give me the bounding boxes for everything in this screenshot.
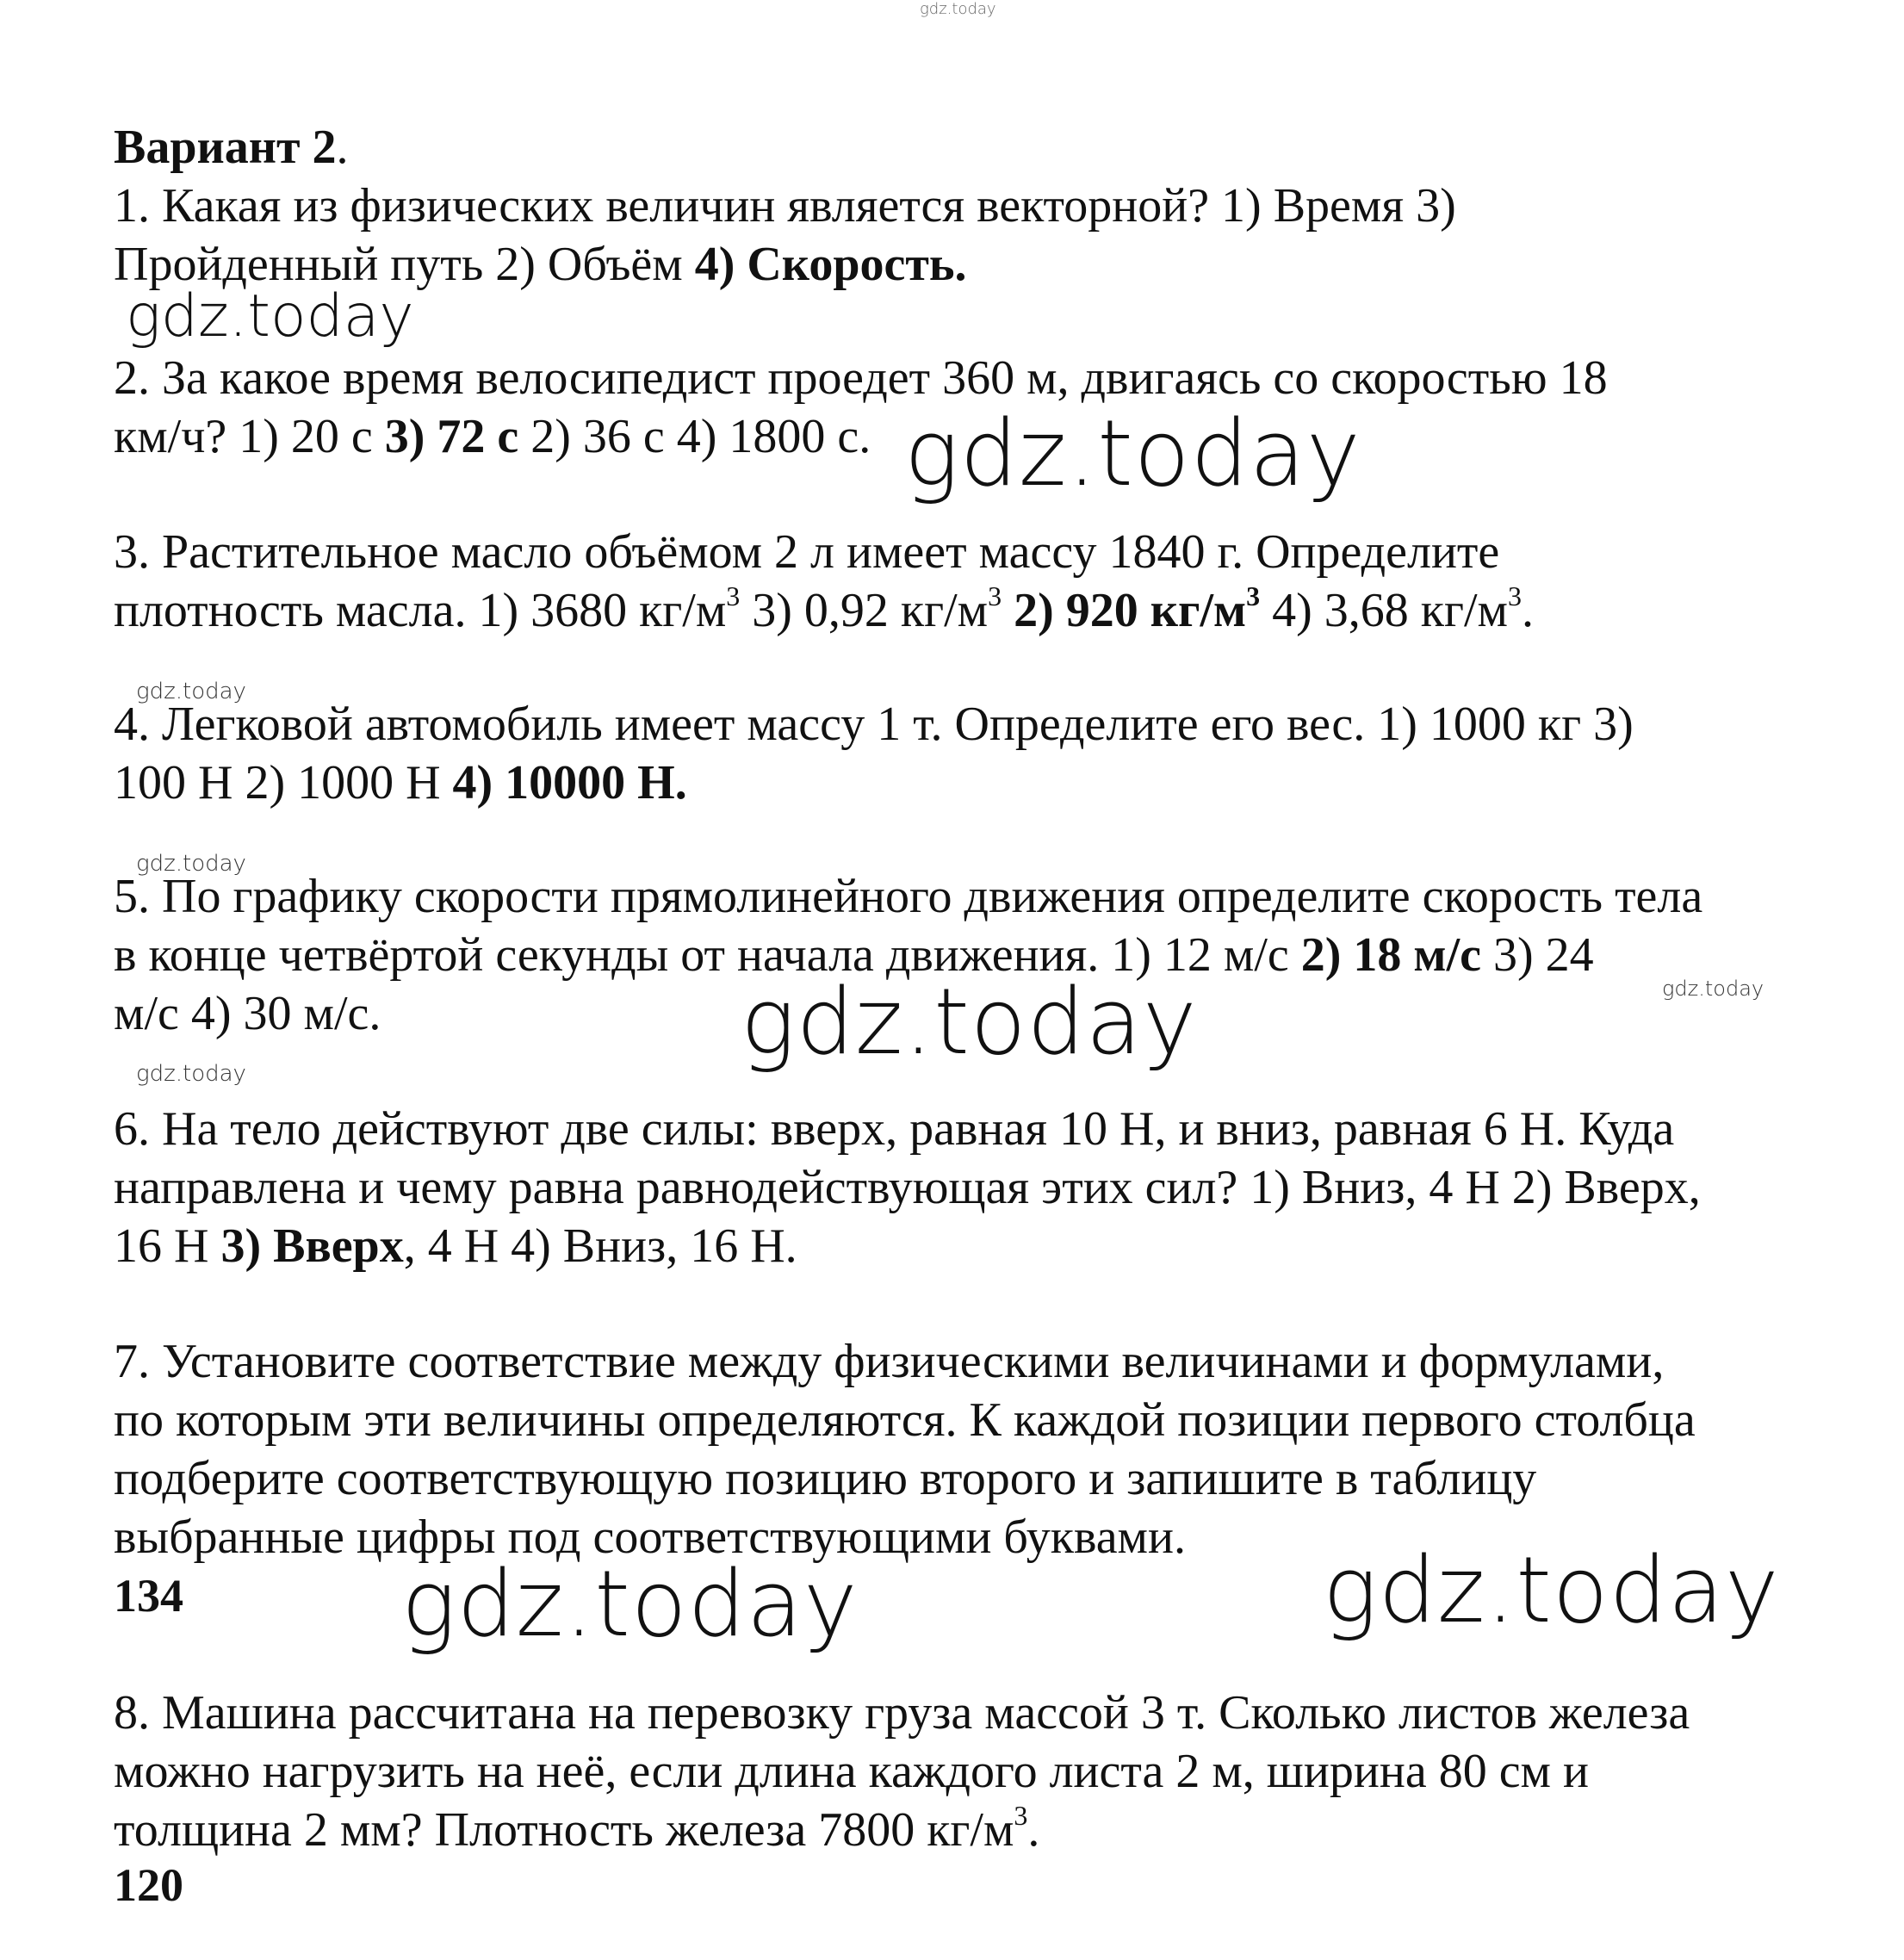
watermark-9: gdz.today xyxy=(1323,1537,1780,1643)
question-3-text-b: 3) 0,92 кг/м xyxy=(740,584,989,637)
question-6-answer: 3) Вверх xyxy=(220,1219,404,1273)
watermark-1: gdz.today xyxy=(126,282,414,350)
question-8-text: толщина 2 мм? Плотность железа 7800 кг/м xyxy=(114,1803,1014,1857)
question-6-line-3 xyxy=(114,1218,797,1275)
question-2-line-1: 2. За какое время велосипедист проедет 360 м, двигаясь со скоростью 18 xyxy=(114,351,1608,405)
superscript: 3 xyxy=(1014,1800,1028,1831)
question-3-end: . xyxy=(1521,584,1534,637)
question-8-line-3 xyxy=(114,1802,1039,1858)
watermark-8: gdz.today xyxy=(401,1551,859,1657)
question-4-line-1: 4. Легковой автомобиль имеет массу 1 т. Определите его вес. 1) 1000 кг 3) xyxy=(114,698,1634,751)
watermark-4: gdz.today xyxy=(136,851,246,877)
watermark-3: gdz.today xyxy=(136,679,246,704)
question-5-line-1: 5. По графику скорости прямолинейного движения определите скорость тела xyxy=(114,870,1703,923)
watermark-2: gdz.today xyxy=(904,400,1361,506)
question-2-line-2 xyxy=(114,408,871,465)
question-7-line-1: 7. Установите соответствие между физическими величинами и формулами, xyxy=(114,1335,1665,1388)
watermark-top: gdz.today xyxy=(920,0,996,18)
variant-title-dot: . xyxy=(336,121,349,174)
superscript: 3 xyxy=(1246,580,1261,611)
question-6-line-2: направлена и чему равна равнодействующая этих сил? 1) Вниз, 4 Н 2) Вверх, xyxy=(114,1161,1701,1214)
watermark-5: gdz.today xyxy=(1662,977,1764,1001)
question-2-text-b: 2) 36 с 4) 1800 с. xyxy=(518,410,871,463)
question-3-line-1: 3. Растительное масло объёмом 2 л имеет массу 1840 г. Определите xyxy=(114,525,1500,579)
question-3-answer xyxy=(1014,580,1261,637)
question-5-line-3: м/с 4) 30 м/с. xyxy=(114,987,381,1040)
question-7-line-3: подберите соответствующую позицию второго и запишите в таблицу xyxy=(114,1452,1537,1505)
question-8-end: . xyxy=(1027,1803,1040,1857)
question-5-text-b: 3) 24 xyxy=(1481,928,1594,982)
question-2-text-a: км/ч? 1) 20 с xyxy=(114,410,385,463)
question-6-line-1: 6. На тело действуют две силы: вверх, равная 10 Н, и вниз, равная 6 Н. Куда xyxy=(114,1102,1675,1156)
watermark-6: gdz.today xyxy=(741,969,1198,1075)
question-2-answer: 3) 72 с xyxy=(384,410,519,463)
question-8-line-2: можно нагрузить на неё, если длина каждого листа 2 м, ширина 80 см и xyxy=(114,1745,1589,1798)
question-4-answer: 4) 10000 Н. xyxy=(452,756,687,809)
question-6-text-b: , 4 Н 4) Вниз, 16 Н. xyxy=(403,1219,797,1273)
question-7-answer: 134 xyxy=(114,1570,183,1622)
question-5-answer: 2) 18 м/с xyxy=(1300,928,1481,982)
variant-title xyxy=(114,119,349,176)
superscript: 3 xyxy=(988,580,1002,611)
question-4-line-2 xyxy=(114,754,687,811)
variant-title-label: Вариант 2 xyxy=(114,121,337,174)
question-7-line-4: выбранные цифры под соответствующими буквами. xyxy=(114,1510,1186,1564)
question-3-answer-text: 2) 920 кг/м xyxy=(1014,584,1247,637)
question-8-line-1: 8. Машина рассчитана на перевозку груза массой 3 т. Сколько листов железа xyxy=(114,1686,1690,1740)
question-3-text-a: плотность масла. 1) 3680 кг/м xyxy=(114,584,727,637)
watermark-7: gdz.today xyxy=(136,1061,246,1087)
superscript: 3 xyxy=(726,580,741,611)
question-1-line-1: 1. Какая из физических величин является векторной? 1) Время 3) xyxy=(114,179,1456,233)
question-3-text-c: 4) 3,68 кг/м xyxy=(1260,584,1508,637)
question-1-answer: 4) Скорость. xyxy=(694,238,967,291)
question-4-text: 100 Н 2) 1000 Н xyxy=(114,756,453,809)
question-3-line-2 xyxy=(114,582,1534,639)
superscript: 3 xyxy=(1507,580,1522,611)
question-6-text-a: 16 Н xyxy=(114,1219,221,1273)
question-7-line-2: по которым эти величины определяются. К каждой позиции первого столбца xyxy=(114,1393,1696,1447)
question-1-text: Пройденный путь 2) Объём xyxy=(114,238,695,291)
question-8-answer: 120 xyxy=(114,1859,183,1911)
question-5-text-a: в конце четвёртой секунды от начала движения. 1) 12 м/с xyxy=(114,928,1301,982)
